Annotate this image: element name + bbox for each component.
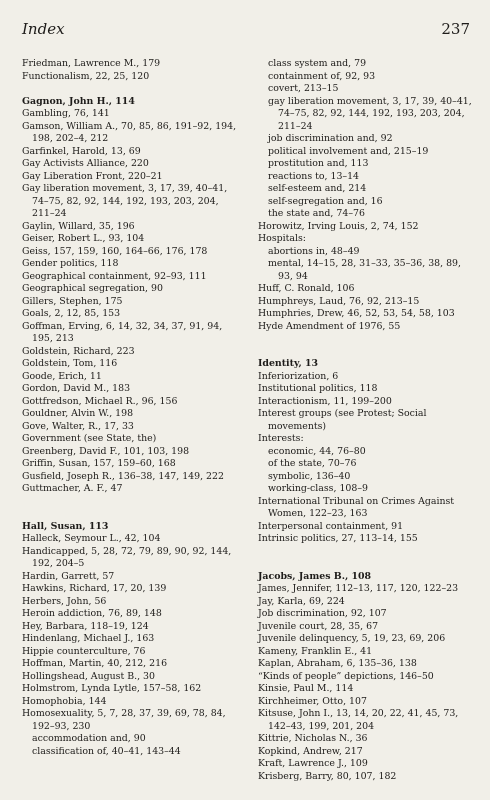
index-entry: Kinsie, Paul M., 114 — [258, 683, 354, 694]
index-entry: Krisberg, Barry, 80, 107, 182 — [258, 770, 397, 782]
index-entry: Gove, Walter, R., 17, 33 — [22, 420, 134, 432]
index-letter-head-entry: Hall, Susan, 113 — [22, 520, 109, 532]
index-entry: Kopkind, Andrew, 217 — [258, 745, 363, 757]
index-entry: Juvenile court, 28, 35, 67 — [258, 620, 379, 632]
index-subentry: economic, 44, 76–80 — [268, 445, 366, 457]
index-subentry: mental, 14–15, 28, 31–33, 35–36, 38, 89, 93, 94 — [268, 258, 461, 282]
index-entry: Guttmacher, A. F., 47 — [22, 483, 123, 494]
entry-spacer — [258, 558, 472, 571]
index-entry: Herbers, John, 56 — [22, 595, 107, 607]
index-entry: Inferiorization, 6 — [258, 370, 339, 382]
index-entry: Handicapped, 5, 28, 72, 79, 89, 90, 92, 144, 192, 204–5 — [22, 545, 232, 569]
index-entry: Humphries, Drew, 46, 52, 53, 54, 58, 103 — [258, 308, 455, 319]
index-entry: Interests: — [258, 433, 304, 444]
index-subentry: containment of, 92, 93 — [268, 70, 376, 82]
index-entry: Gouldner, Alvin W., 198 — [22, 408, 134, 419]
page-number: 237 — [441, 20, 470, 38]
index-subentry: working-class, 108–9 — [268, 483, 369, 494]
index-entry: Interpersonal containment, 91 — [258, 520, 404, 532]
index-entry: Gambling, 76, 141 — [22, 108, 110, 119]
index-entry: Gordon, David M., 183 — [22, 383, 131, 394]
index-subentry: prostitution and, 113 — [268, 158, 369, 169]
index-entry: Hey, Barbara, 118–19, 124 — [22, 620, 149, 632]
index-entry: Goldstein, Tom, 116 — [22, 358, 118, 369]
index-entry: Gay liberation movement, 3, 17, 39, 40–41, 74–75, 82, 92, 144, 192, 193, 203, 204, 211–24 — [22, 183, 228, 219]
index-entry: Interactionism, 11, 199–200 — [258, 395, 392, 407]
index-entry: “Kinds of people” depictions, 146–50 — [258, 670, 434, 682]
index-entry: Geiser, Robert L., 93, 104 — [22, 233, 145, 244]
index-entry: Geographical segregation, 90 — [22, 283, 163, 294]
index-entry: Kameny, Franklin E., 41 — [258, 645, 373, 657]
index-entry: Goals, 2, 12, 85, 153 — [22, 308, 121, 319]
index-entry: Gottfredson, Michael R., 96, 156 — [22, 395, 178, 407]
index-entry: Hyde Amendment of 1976, 55 — [258, 320, 401, 332]
index-entry: Hardin, Garrett, 57 — [22, 570, 115, 582]
index-column-right — [258, 58, 472, 783]
index-entry: Greenberg, David F., 101, 103, 198 — [22, 445, 190, 457]
index-subentry: class system and, 79 — [268, 58, 367, 69]
index-entry: Halleck, Seymour L., 42, 104 — [22, 533, 161, 544]
index-entry: Horowitz, Irving Louis, 2, 74, 152 — [258, 220, 419, 232]
index-entry: Gamson, William A., 70, 85, 86, 191–92, 194, 198, 202–4, 212 — [22, 120, 237, 144]
entry-spacer — [22, 496, 244, 509]
index-subentry: reactions to, 13–14 — [268, 170, 360, 182]
index-subentry: of the state, 70–76 — [268, 458, 357, 469]
index-entry: Garfinkel, Harold, 13, 69 — [22, 145, 141, 157]
index-entry: Homophobia, 144 — [22, 695, 107, 707]
index-entry: Institutional politics, 118 — [258, 383, 378, 394]
index-entry: International Tribunal on Crimes Against Women, 122–23, 163 — [258, 495, 455, 519]
index-entry: Interest groups (see Protest; Social movements) — [258, 408, 427, 432]
index-entry: Hollingshead, August B., 30 — [22, 670, 155, 682]
index-entry: Gender politics, 118 — [22, 258, 119, 269]
index-entry: Geographical containment, 92–93, 111 — [22, 270, 207, 282]
running-head-title: Index — [22, 20, 65, 38]
entry-spacer — [258, 346, 472, 359]
index-entry: Gaylin, Willard, 35, 196 — [22, 220, 135, 232]
index-entry: Gay Activists Alliance, 220 — [22, 158, 149, 169]
entry-spacer — [22, 83, 244, 96]
index-entry: Juvenile delinquency, 5, 19, 23, 69, 206 — [258, 633, 446, 644]
index-entry: Gillers, Stephen, 175 — [22, 295, 123, 307]
entry-spacer — [258, 546, 472, 559]
index-subentry: accommodation and, 90 — [32, 733, 146, 744]
index-entry: Job discrimination, 92, 107 — [258, 608, 387, 619]
index-entry: Hospitals: — [258, 233, 306, 244]
index-entry: Kirchheimer, Otto, 107 — [258, 695, 367, 707]
index-entry: Intrinsic politics, 27, 113–14, 155 — [258, 533, 418, 544]
index-entry: Government (see State, the) — [22, 433, 157, 444]
index-entry: Geiss, 157, 159, 160, 164–66, 176, 178 — [22, 245, 208, 257]
index-entry: Hippie counterculture, 76 — [22, 645, 146, 657]
index-entry: Kraft, Lawrence J., 109 — [258, 758, 368, 769]
index-entry: Goffman, Erving, 6, 14, 32, 34, 37, 91, 94, 195, 213 — [22, 320, 223, 344]
index-entry: Friedman, Lawrence M., 179 — [22, 58, 161, 69]
entry-spacer — [258, 333, 472, 346]
index-entry: Gusfield, Joseph R., 136–38, 147, 149, 222 — [22, 470, 224, 482]
index-entry: Humphreys, Laud, 76, 92, 213–15 — [258, 295, 420, 307]
index-entry: Holmstrom, Lynda Lytle, 157–58, 162 — [22, 683, 202, 694]
index-entry: Jay, Karla, 69, 224 — [258, 595, 345, 607]
index-letter-head-entry: Jacobs, James B., 108 — [258, 570, 372, 582]
index-entry: Kittrie, Nicholas N., 36 — [258, 733, 368, 744]
index-subentry: political involvement and, 215–19 — [268, 145, 429, 157]
index-entry: James, Jennifer, 112–13, 117, 120, 122–23 — [258, 583, 459, 594]
index-entry: Kaplan, Abraham, 6, 135–36, 138 — [258, 658, 417, 669]
index-entry: Griffin, Susan, 157, 159–60, 168 — [22, 458, 176, 469]
index-letter-head-entry: Gagnon, John H., 114 — [22, 95, 135, 107]
index-column-left — [22, 58, 244, 758]
index-subentry: abortions in, 48–49 — [268, 245, 360, 257]
index-entry: Huff, C. Ronald, 106 — [258, 283, 355, 294]
index-entry: Hindenlang, Michael J., 163 — [22, 633, 155, 644]
index-entry: Hoffman, Martin, 40, 212, 216 — [22, 658, 168, 669]
index-subentry: classification of, 40–41, 143–44 — [32, 745, 181, 757]
index-subentry: self-esteem and, 214 — [268, 183, 367, 194]
entry-spacer — [22, 508, 244, 521]
index-entry: Goldstein, Richard, 223 — [22, 345, 135, 357]
index-subentry: symbolic, 136–40 — [268, 470, 351, 482]
index-subentry: the state and, 74–76 — [268, 208, 365, 219]
index-entry: Homosexuality, 5, 7, 28, 37, 39, 69, 78, 84, 192–93, 230 — [22, 708, 226, 732]
index-letter-head-entry: Identity, 13 — [258, 358, 319, 369]
index-entry: Hawkins, Richard, 17, 20, 139 — [22, 583, 167, 594]
index-subentry: self-segregation and, 16 — [268, 195, 383, 207]
index-entry: Kitsuse, John I., 13, 14, 20, 22, 41, 45, 73, 142–43, 199, 201, 204 — [258, 708, 459, 732]
index-entry: Goode, Erich, 11 — [22, 370, 102, 382]
index-entry: Gay Liberation Front, 220–21 — [22, 170, 163, 182]
index-entry: Heroin addiction, 76, 89, 148 — [22, 608, 162, 619]
index-subentry: gay liberation movement, 3, 17, 39, 40–41, 74–75, 82, 92, 144, 192, 193, 203, 204, 211–24 — [268, 95, 472, 132]
index-subentry: covert, 213–15 — [268, 83, 339, 94]
index-subentry: job discrimination and, 92 — [268, 133, 393, 144]
index-entry: Functionalism, 22, 25, 120 — [22, 70, 150, 82]
